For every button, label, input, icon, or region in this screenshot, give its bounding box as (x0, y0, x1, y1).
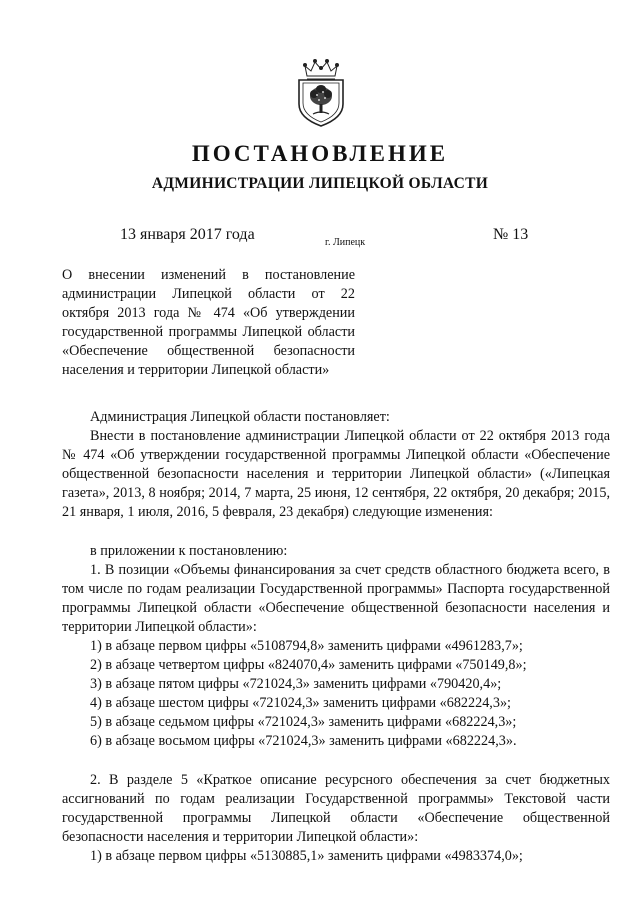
coat-of-arms-emblem (293, 58, 349, 128)
document-body (62, 408, 610, 866)
item-1-sub-4: 4) в абзаце шестом цифры «721024,3» заменить цифрами «682224,3»; (90, 695, 511, 711)
item-1-sub-6: 6) в абзаце восьмом цифры «721024,3» заменить цифрами «682224,3». (90, 733, 517, 749)
document-date: 13 января 2017 года (120, 226, 255, 243)
main-paragraph: Внести в постановление администрации Липецкой области от 22 октября 2013 года № 474 «Об утверждении государственной программы Липецкой области «Обеспечение общественной безопасности населения и территории Липецкой области» («Липецкая газета», 2013, 8 ноября; 2014, 7 марта, 25 июня, 12 сентября, 22 октября, 20 декабря; 2015, 21 января, 1 июля, 2016, 5 февраля, 23 декабря) следующие изменения: (62, 428, 610, 520)
item-1-sub-1: 1) в абзаце первом цифры «5108794,8» заменить цифрами «4961283,7»; (90, 638, 523, 654)
appendix-paragraph: в приложении к постановлению: (90, 543, 288, 559)
item-1-sub-3: 3) в абзаце пятом цифры «721024,3» заменить цифрами «790420,4»; (90, 676, 502, 692)
document-title: ПОСТАНОВЛЕНИЕ (191, 141, 449, 166)
item-1-sub-2: 2) в абзаце четвертом цифры «824070,4» заменить цифрами «750149,8»; (90, 657, 527, 673)
item-1-sub-5: 5) в абзаце седьмом цифры «721024,3» заменить цифрами «682224,3»; (90, 714, 517, 730)
item-2-sub-1: 1) в абзаце первом цифры «5130885,1» заменить цифрами «4983374,0»; (90, 848, 523, 864)
issuing-authority: АДМИНИСТРАЦИИ ЛИПЕЦКОЙ ОБЛАСТИ (151, 175, 489, 192)
document-city: г. Липецк (325, 237, 366, 248)
document-number: № 13 (493, 226, 529, 243)
document-subject: О внесении изменений в постановление администрации Липецкой области от 22 октября 2013 года № 474 «Об утверждении государственной программы Липецкой области «Обеспечение общественной безопасности населения и территории Липецкой области» (62, 267, 355, 378)
item-2-paragraph: 2. В разделе 5 «Краткое описание ресурсного обеспечения за счет бюджетных ассигнований по годам реализации Государственной программы» Текстовой части государственной программы Липецкой области «Обеспечение общественной безопасности населения и территории Липецкой области»: (62, 772, 610, 845)
intro-paragraph: Администрация Липецкой области постановляет: (90, 409, 390, 425)
item-1-paragraph: 1. В позиции «Объемы финансирования за счет средств областного бюджета всего, в том числе по годам реализации Государственной программы» Паспорта государственной программы Липецкой области «Обеспечение общественной безопасности населения и территории Липецкой области»: (62, 562, 610, 635)
